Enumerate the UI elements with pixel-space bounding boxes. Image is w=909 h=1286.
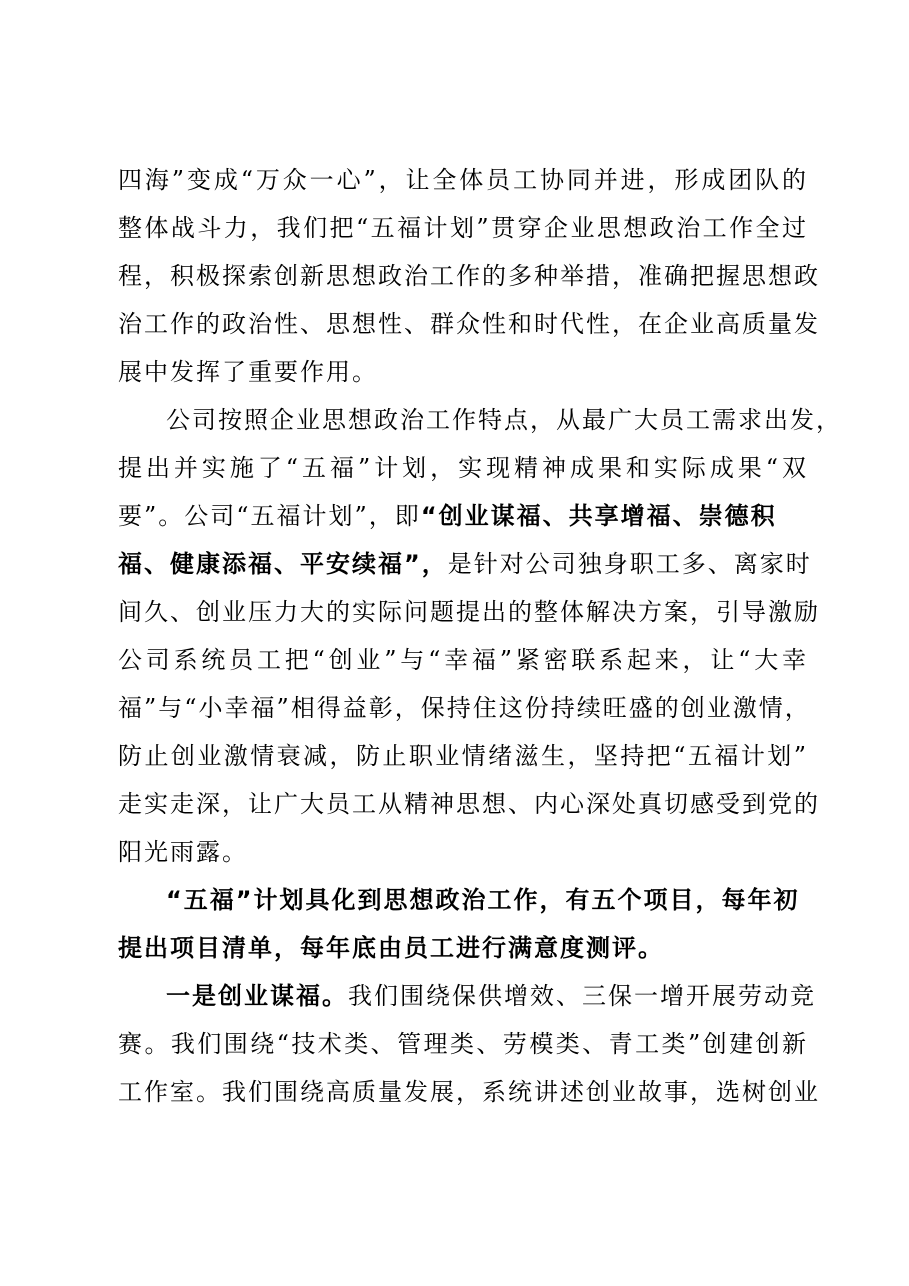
paragraph-2	[118, 396, 842, 876]
p2-line-3	[118, 492, 808, 540]
p3-line-1: “五福”计划具化到思想政治工作，有五个项目，每年初	[166, 886, 800, 914]
p4-line-1-normal: 我们围绕保供增效、三保一增开展劳动竞	[348, 982, 816, 1010]
p2-line-4-bold: 福、健康添福、平安续福”，	[118, 550, 448, 578]
p2-line-1: 公司按照企业思想政治工作特点，从最广大员工需求出发，	[166, 406, 842, 434]
p4-line-1-bold: 一是创业谋福。	[166, 982, 348, 1010]
paragraph-3	[118, 876, 808, 972]
p1-line-5: 展中发挥了重要作用。	[118, 358, 378, 386]
p4-line-2: 赛。我们围绕“技术类、管理类、劳模类、青工类”创建创新	[118, 1030, 808, 1058]
p2-line-10: 阳光雨露。	[118, 838, 248, 866]
p2-line-2: 提出并实施了“五福”计划，实现精神成果和实际成果“双	[118, 454, 808, 482]
p1-line-4: 治工作的政治性、思想性、群众性和时代性，在企业高质量发	[118, 310, 820, 338]
p3-line-2: 提出项目清单，每年底由员工进行满意度测评。	[118, 934, 664, 962]
p2-line-4-normal: 是针对公司独身职工多、离家时	[447, 550, 812, 578]
p1-line-3: 程，积极探索创新思想政治工作的多种举措，准确把握思想政	[118, 262, 820, 290]
p4-line-1	[118, 972, 816, 1020]
p1-line-1: 四海”变成“万众一心”，让全体员工协同并进，形成团队的	[118, 166, 808, 194]
p2-line-6: 公司系统员工把“创业”与“幸福”紧密联系起来，让“大幸	[118, 646, 808, 674]
p2-line-9: 走实走深，让广大员工从精神思想、内心深处真切感受到党的	[118, 790, 820, 818]
p2-line-5: 间久、创业压力大的实际问题提出的整体解决方案，引导激励	[118, 598, 820, 626]
p2-line-4	[118, 540, 812, 588]
paragraph-4	[118, 972, 820, 1116]
p4-line-3: 工作室。我们围绕高质量发展，系统讲述创业故事，选树创业	[118, 1078, 820, 1106]
p2-line-7: 福”与“小幸福”相得益彰，保持住这份持续旺盛的创业激情，	[118, 694, 811, 722]
paragraph-1	[118, 156, 820, 396]
p2-line-8: 防止创业激情衰减，防止职业情绪滋生，坚持把“五福计划”	[118, 742, 808, 770]
p2-line-3-normal: 要”。公司“五福计划”，即	[118, 502, 421, 530]
p1-line-2: 整体战斗力，我们把“五福计划”贯穿企业思想政治工作全过	[118, 214, 808, 242]
p2-line-3-bold: “创业谋福、共享增福、崇德积	[420, 502, 777, 530]
